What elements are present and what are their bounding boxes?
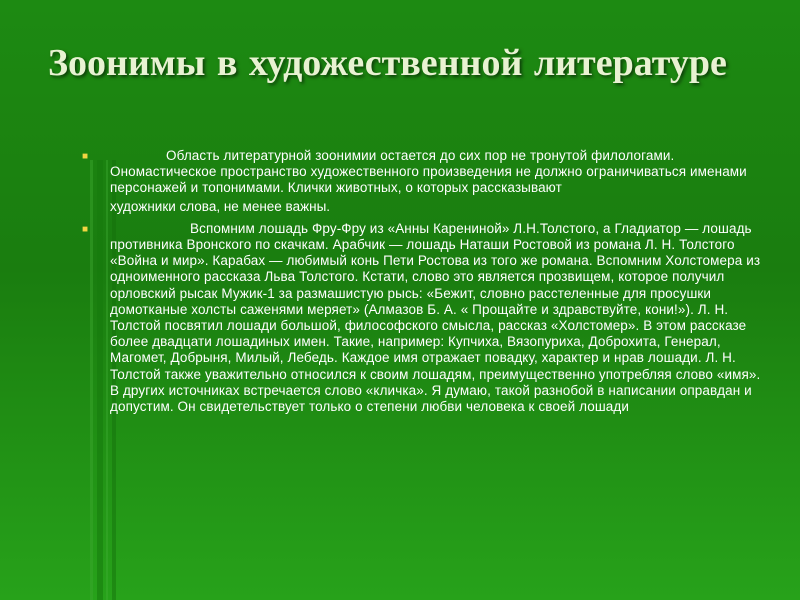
slide-content bbox=[82, 148, 772, 421]
bullet-continuation-1: художники слова, не менее важны. bbox=[110, 198, 331, 214]
square-bullet-icon: ■ bbox=[82, 223, 89, 235]
bullet-item-2 bbox=[82, 221, 772, 415]
slide-title: Зоонимы в художественной литературе bbox=[48, 42, 727, 84]
bullet-item-1 bbox=[82, 148, 772, 215]
bullet-text-1: Область литературной зоонимии остается до сих пор не тронутой филологами. Ономастическое пространство художественного произведения не должно ограничиваться именами персонажей и топонимами. Клички животных, о которых рассказывают bbox=[110, 148, 747, 196]
square-bullet-icon: ■ bbox=[82, 151, 89, 162]
bullet-text-2: Вспомним лошадь Фру-Фру из «Анны Карениной» Л.Н.Толстого, а Гладиатор — лошадь противника Вронского по скачкам. Арабчик — лошадь Наташи Ростовой из романа Л. Н. Толстого «Война и мир». Карабах — любимый конь Пети Ростова из того же романа. Вспомним Холстомера из одноименного рассказа Льва Толстого. Кстати, слово это является прозвищем, которое получил орловский рысак Мужик-1 за размашистую рысь: «Бежит, словно расстеленные для просушки домотканые холсты саженями меряет» (Алмазов Б. А. « Прощайте и здравствуйте, кони!»). Л. Н. Толстой посвятил лошади большой, философского смысла, рассказ «Холстомер». В этом рассказе более двадцати лошадиных имен. Такие, например: Купчиха, Вязопуриха, Доброхита, Генерал, Магомет, Добрыня, Милый, Лебедь. Каждое имя отражает повадку, характер и нрав лошади. Л. Н. Толстой также уважительно относился к своим лошадям, преимущественно употребляя слово «имя». В других источниках встречается слово «кличка». Я думаю, такой разнобой в написании оправдан и допустим. Он свидетельствует только о степени любви человека к своей лошади bbox=[110, 220, 761, 415]
